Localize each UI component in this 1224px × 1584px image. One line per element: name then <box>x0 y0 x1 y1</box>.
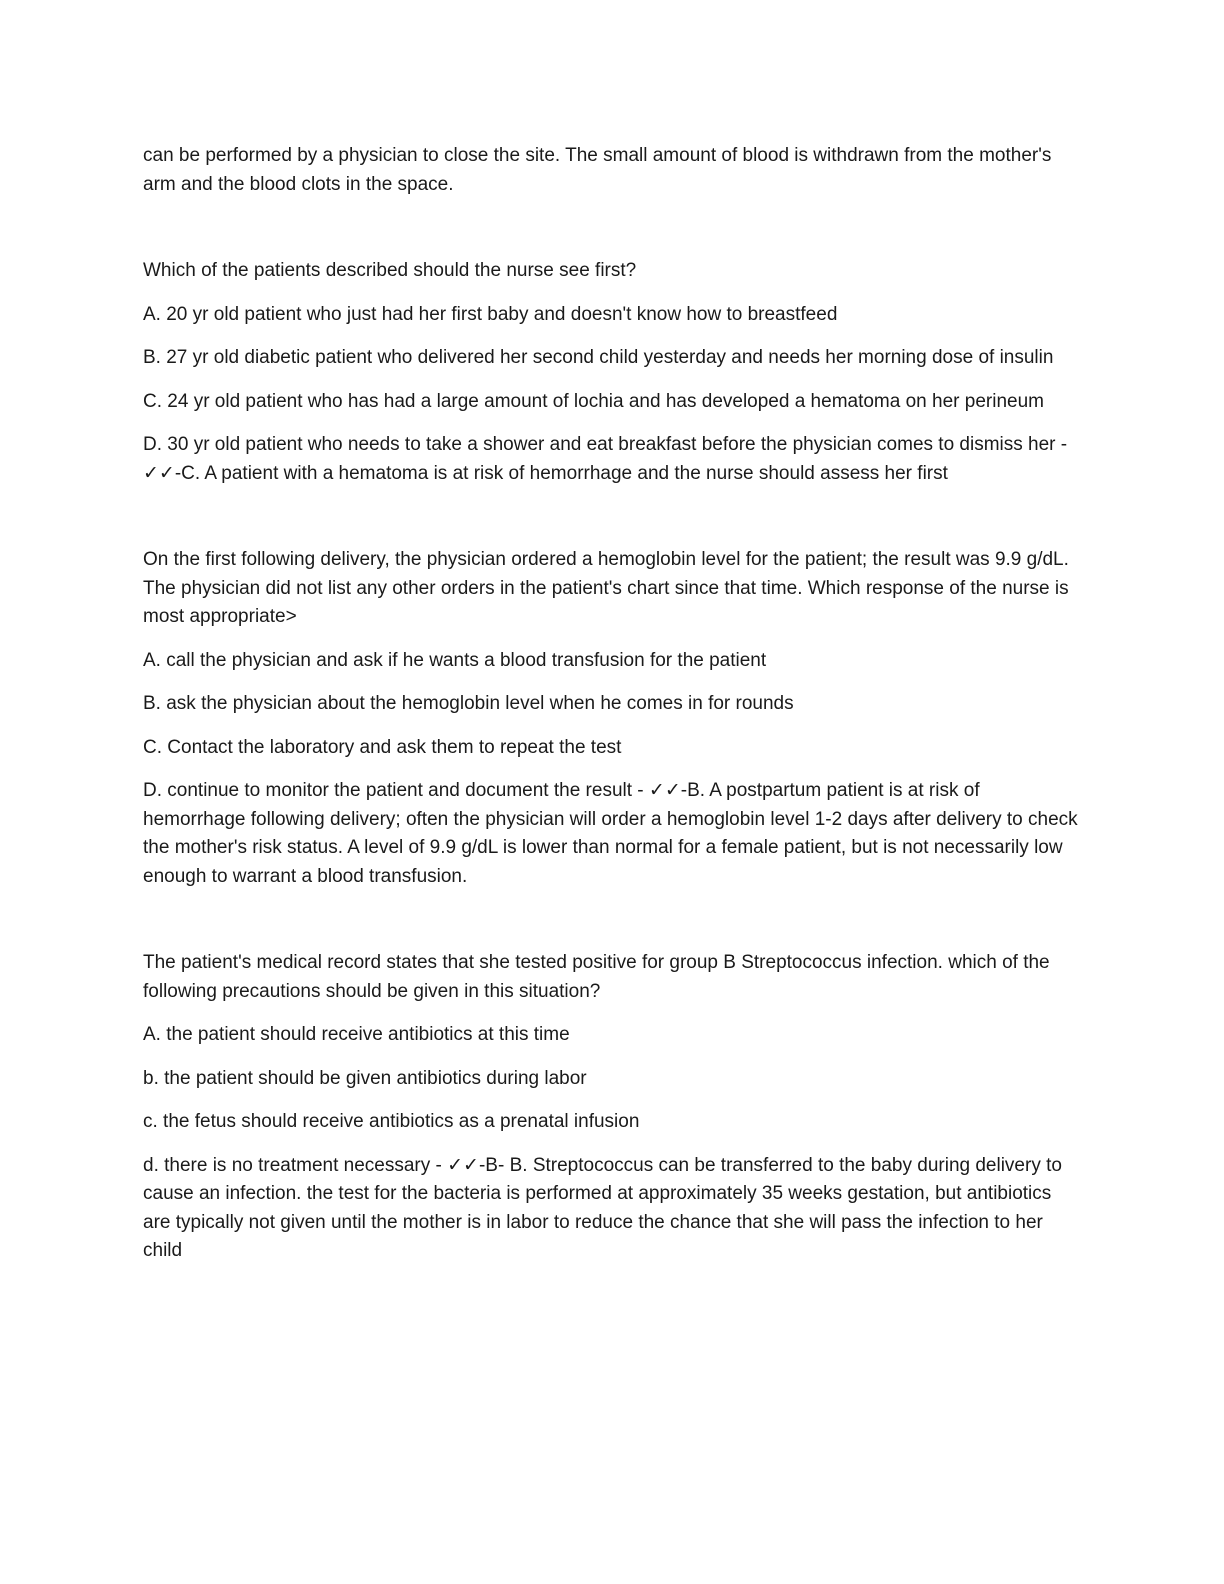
question-1-stem: Which of the patients described should the nurse see first? <box>143 260 637 281</box>
question-3-option-d-answer: d. there is no treatment necessary - ✓✓-B- B. Streptococcus can be transferred to the baby during delivery to cause an infection. the test for the bacteria is performed at approximately 35 weeks gestation, but antibiotics are typically not given until the mother is in labor to reduce the chance that she will pass the infection to her child <box>143 1154 1062 1261</box>
question-3-option-b: b. the patient should be given antibiotics during labor <box>143 1067 587 1089</box>
question-1-option-d-answer: D. 30 yr old patient who needs to take a shower and eat breakfast before the physician comes to dismiss her - ✓✓-C. A patient with a hematoma is at risk of hemorrhage and the nurse should assess her first <box>143 434 1068 484</box>
question-1-option-b: B. 27 yr old diabetic patient who delivered her second child yesterday and needs her morning dose of insulin <box>143 347 1054 368</box>
question-3-stem: The patient's medical record states that she tested positive for group B Streptococcus infection. which of the following precautions should be given in this situation? <box>143 952 1050 1002</box>
document-page <box>143 142 1083 1266</box>
question-2-option-c: C. Contact the laboratory and ask them to repeat the test <box>143 736 622 758</box>
question-3-option-a: A. the patient should receive antibiotics at this time <box>143 1024 570 1045</box>
question-2-option-d-answer: D. continue to monitor the patient and document the result - ✓✓-B. A postpartum patient is at risk of hemorrhage following delivery; often the physician will order a hemoglobin level 1-2 days after delivery to check the mother's risk status. A level of 9.9 g/dL is lower than normal for a female patient, but is not necessarily low enough to warrant a blood transfusion. <box>143 780 1078 887</box>
question-1-option-c: C. 24 yr old patient who has had a large amount of lochia and has developed a hematoma on her perineum <box>143 390 1044 412</box>
question-2-stem: On the first following delivery, the physician ordered a hemoglobin level for the patient; the result was 9.9 g/dL. The physician did not list any other orders in the patient's chart since that time. Which response of the nurse is most appropriate> <box>143 549 1069 627</box>
question-3-option-c: c. the fetus should receive antibiotics as a prenatal infusion <box>143 1111 640 1132</box>
question-2-option-a: A. call the physician and ask if he wants a blood transfusion for the patient <box>143 649 767 671</box>
question-2-option-b: B. ask the physician about the hemoglobin level when he comes in for rounds <box>143 693 794 714</box>
question-1-option-a: A. 20 yr old patient who just had her first baby and doesn't know how to breastfeed <box>143 303 838 325</box>
intro-paragraph: can be performed by a physician to close the site. The small amount of blood is withdrawn from the mother's arm and the blood clots in the space. <box>143 145 1052 195</box>
